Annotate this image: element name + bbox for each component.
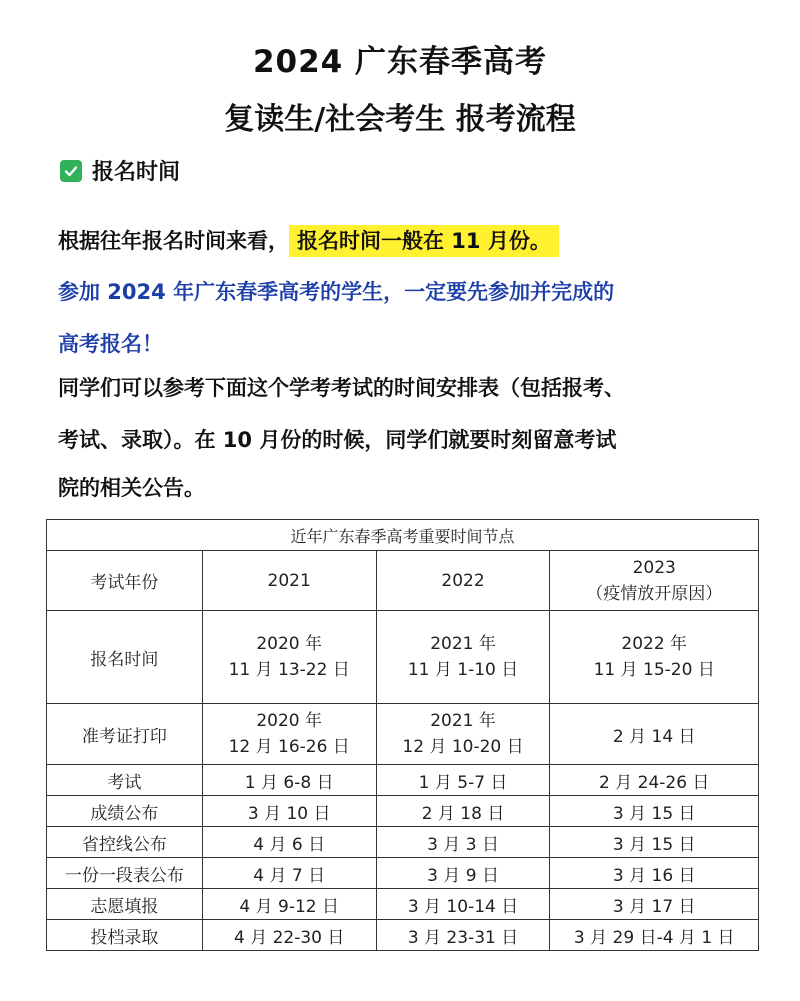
table-cell: 3 月 15 日: [550, 827, 759, 858]
cell-line: 2022 年: [621, 634, 688, 654]
table-cell: 3 月 16 日: [550, 858, 759, 889]
table-cell: 1 月 6-8 日: [202, 765, 376, 796]
table-cell: 4 月 22-30 日: [202, 920, 376, 951]
table-cell: 2 月 24-26 日: [550, 765, 759, 796]
paragraph-line-1: [58, 225, 559, 255]
table-row: [47, 889, 759, 920]
table-cell: 4 月 6 日: [202, 827, 376, 858]
paragraph-line-6: 院的相关公告。: [58, 476, 205, 500]
table-row: [47, 920, 759, 951]
section-heading: [60, 155, 180, 186]
cell-line: 2021 年: [430, 634, 496, 654]
paragraph-line-4: 同学们可以参考下面这个学考考试的时间安排表（包括报考、: [58, 376, 625, 400]
cell-line: 11 月 13-22 日: [228, 660, 350, 680]
table-cell: 3 月 23-31 日: [376, 920, 550, 951]
table-row: [47, 765, 759, 796]
table-cell: [202, 611, 376, 704]
cell-line: 12 月 10-20 日: [402, 737, 524, 757]
highlighted-text: 报名时间一般在 11 月份。: [289, 225, 559, 257]
check-icon: [60, 160, 82, 182]
table-cell: 2 月 14 日: [550, 704, 759, 765]
table-cell: [376, 611, 550, 704]
table-cell: 3 月 10-14 日: [376, 889, 550, 920]
cell-line: 2020 年: [256, 634, 323, 654]
table-header-row: [47, 551, 759, 611]
cell-line: 12 月 16-26 日: [228, 737, 350, 757]
row-label: 一份一段表公布: [47, 858, 203, 889]
header-2023-year: 2023: [632, 557, 676, 578]
page-subtitle: 复读生/社会考生 报考流程: [224, 102, 576, 137]
table-cell: 3 月 10 日: [202, 796, 376, 827]
table-row: [47, 704, 759, 765]
table-cell: 3 月 17 日: [550, 889, 759, 920]
table-cell: 1 月 5-7 日: [376, 765, 550, 796]
table-cell: 4 月 9-12 日: [202, 889, 376, 920]
table-cell: 4 月 7 日: [202, 858, 376, 889]
table-cell: 3 月 15 日: [550, 796, 759, 827]
header-2023: [550, 551, 759, 611]
table-cell: 3 月 3 日: [376, 827, 550, 858]
header-2021: 2021: [202, 551, 376, 611]
table-cell: 3 月 29 日-4 月 1 日: [550, 920, 759, 951]
table-cell: 3 月 9 日: [376, 858, 550, 889]
row-label: 准考证打印: [47, 704, 203, 765]
header-label: 考试年份: [47, 551, 203, 611]
cell-line: 11 月 1-10 日: [407, 660, 519, 680]
row-label: 省控线公布: [47, 827, 203, 858]
paragraph-line-2: 参加 2024 年广东春季高考的学生，一定要先参加并完成的: [58, 280, 615, 304]
table-cell: [550, 611, 759, 704]
cell-line: 2020 年: [256, 711, 323, 731]
paragraph-line-3: 高考报名！: [58, 332, 163, 356]
page-title: 2024 广东春季高考: [252, 44, 548, 80]
line1-prefix: 根据往年报名时间来看，: [58, 229, 289, 253]
table-cell: [202, 704, 376, 765]
row-label: 志愿填报: [47, 889, 203, 920]
header-2023-note: （疫情放开原因）: [586, 583, 723, 604]
cell-line: 11 月 15-20 日: [593, 660, 715, 680]
row-label: 成绩公布: [47, 796, 203, 827]
section-heading-text: 报名时间: [92, 160, 181, 185]
table-cell: 2 月 18 日: [376, 796, 550, 827]
table-row: [47, 858, 759, 889]
row-label: 考试: [47, 765, 203, 796]
table-caption: 近年广东春季高考重要时间节点: [47, 520, 759, 551]
table-row: [47, 611, 759, 704]
paragraph-line-5: 考试、录取）。在 10 月份的时候，同学们就要时刻留意考试: [58, 428, 617, 452]
cell-line: 2021 年: [430, 711, 496, 731]
schedule-table: [46, 519, 759, 951]
row-label: 报名时间: [47, 611, 203, 704]
row-label: 投档录取: [47, 920, 203, 951]
table-row: [47, 827, 759, 858]
table-row: [47, 796, 759, 827]
table-cell: [376, 704, 550, 765]
header-2022: 2022: [376, 551, 550, 611]
